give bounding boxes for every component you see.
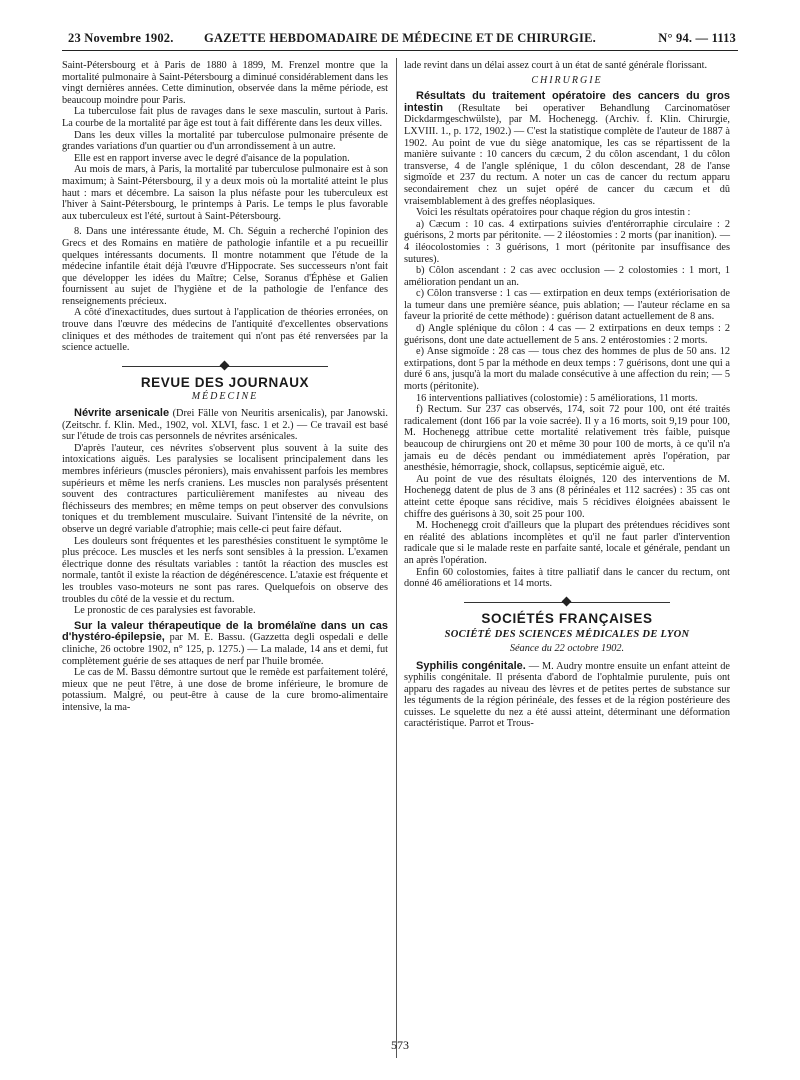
paragraph: A côté d'inexactitudes, dues surtout à l'application de théories erronées, on trouve dans l'œuvre des médecins de l'antiquité d'excellentes observations cliniques et des méthodes de traitement qui n'ont pas été renversées par la science actuelle.: [62, 307, 388, 354]
article-title: Sur la valeur thérapeutique de la bromélaïne dans un cas d'hystéro-épilepsie,: [62, 619, 388, 644]
issue-number: N° 94. — 1113: [658, 31, 736, 45]
article-intro: — M. Audry montre ensuite un enfant atteint de syphilis congénitale. Il présenta d'abord de l'ophtalmie purulente, puis ont apparu des ragades au niveau des lèvres et de petites pertes de substance sur les téguments de la région périnéale, des fesses et de la région postérieure des cuisses. Le squelette du nez a été aussi atteint, déterminant une déformation caractéristique. Parrot et Trous-: [404, 660, 731, 730]
paragraph: Dans les deux villes la mortalité par tuberculose pulmonaire présente de grandes variations d'un quartier ou d'un arrondissement à un autre.: [62, 129, 388, 153]
paragraph: Le cas de M. Bassu démontre surtout que le remède est parfaitement toléré, mieux que ne peut l'être, à une dose de brome inférieure, le bromure de potassium. Malgré, ou peut-être à cause de la cure bromo-alimentaire intensive, la ma-: [62, 667, 388, 713]
article-bromelaine: [62, 621, 388, 667]
paragraph: La tuberculose fait plus de ravages dans le sexe masculin, surtout à Paris. La courbe de la mortalité par âge est tout à fait différente dans les deux villes.: [62, 106, 388, 129]
article-title: Syphilis congénitale.: [416, 659, 526, 672]
paragraph: 8. Dans une intéressante étude, M. Ch. Séguin a recherché l'opinion des Grecs et des Romains en matière de pathologie infantile et a pu recueillir quelques intéressants documents. Il montre notamment que l'étude de la médecine infantile était déjà l'œuvre d'Hippocrate. Ses successeurs n'ont fait que développer les idées du Maître; Celse, Soranus d'Éphèse et Galien fournissent au sujet de l'hygiène et de la pathologie de l'enfance des renseignements précieux.: [62, 226, 388, 307]
article-cancer-intestin: [404, 91, 730, 207]
newspaper-page: [62, 28, 738, 1068]
article-neuritis: [62, 408, 388, 443]
paragraph: D'après l'auteur, ces névrites s'observent plus souvent à la suite des intoxications aiguës. Les paralysies se localisent principalement dans les membres inférieurs (muscles péroniers), mais envahissent parfois les membres supérieurs et même les nerfs craniens. Les muscles non paralysés présentent souvent des contractures particulièrement manifestes au niveau des fléchisseurs des membres; en même temps on peut observer des convulsions toniques et du tremblement musculaire. Suivant l'intensité de la névrite, on observe un degré variable d'atrophie; mais celle-ci peut faire défaut.: [62, 442, 388, 535]
paragraph: Enfin 60 colostomies, faites à titre palliatif dans le cancer du rectum, ont donné 46 améliorations et 14 morts.: [404, 566, 730, 590]
left-column: [62, 60, 388, 713]
paragraph: Voici les résultats opératoires pour chaque région du gros intestin :: [416, 207, 691, 219]
page-number: 573: [391, 1038, 409, 1052]
list-item: a) Cæcum : 10 cas. 4 extirpations suivies d'entérorraphie circulaire : 2 guérisons, 2 morts par péritonite. — 2 iléostomies : 2 morts (par inanition). — 4 iléocolostomies : 3 guérisons, 1 mort (péritonite par insuffisance des sutures).: [404, 218, 730, 265]
list-item: e) Anse sigmoïde : 28 cas — tous chez des hommes de plus de 50 ans. 12 extirpations, dont 5 par la méthode en deux temps : 7 guérisons, dont une qui a duré 6 ans, jusqu'à la mort du malade consécutive à une affection du rein; — 5 morts (péritonite).: [404, 346, 730, 393]
section-ornament: [404, 597, 730, 607]
section-heading-revue: REVUE DES JOURNAUX: [140, 374, 310, 390]
society-name: SOCIÉTÉ DES SCIENCES MÉDICALES DE LYON: [444, 629, 690, 641]
article-syphilis: [404, 661, 730, 731]
session-date: Séance du 22 octobre 1902.: [509, 642, 625, 654]
section-ornament: [62, 361, 388, 371]
list-item: f) Rectum. Sur 237 cas observés, 174, soit 72 pour 100, ont été traités radicalement (dont 166 par la voie sacrée). Il y a 16 morts, soit 9,19 pour 100, M. Hochenegg attribue cette mortalité relativement très faible, puisque beaucoup de chirurgiens ont 20 et même 30 pour 100 de morts, à ce qu'il n'a jamais eu de décès pendant ou immédiatement après l'opération, par anesthésie, hémorragie, shock, collapsus, septicémie aiguë, etc.: [404, 404, 730, 474]
list-item: d) Angle splénique du côlon : 4 cas — 2 extirpations en deux temps : 2 guérisons, dont une date actuellement de 5 ans. 2 entérostomies : 2 morts.: [404, 323, 730, 346]
paragraph: M. Hochenegg croit d'ailleurs que la plupart des prétendues récidives sont en réalité des ablations incomplètes et qu'il ne faut parler d'intervention radicale que si le malade reste en parfaite santé, locale et générale, pendant un an après l'opération.: [404, 520, 730, 566]
issue-date: 23 Novembre 1902.: [68, 31, 174, 45]
list-item: c) Côlon transverse : 1 cas — extirpation en deux temps (extériorisation de la tumeur dans une première séance, puis ablation; — l'auteur réclame en sa faveur la priorité de cette méthode) : guérison datant actuellement de 8 ans.: [404, 288, 730, 323]
section-heading-societes: SOCIÉTÉS FRANÇAISES: [481, 610, 653, 626]
list-item: b) Côlon ascendant : 2 cas avec occlusion — 2 colostomies : 1 mort, 1 amélioration pendant un an.: [404, 265, 730, 288]
paragraph: Saint-Pétersbourg et à Paris de 1880 à 1899, M. Frenzel montre que la mortalité pulmonaire à Saint-Pétersbourg a diminué considérablement dans les vingt dernières années. Cette diminution, observée dans la même période, est beaucoup moindre pour Paris.: [62, 60, 388, 106]
subsection-medecine: MÉDECINE: [191, 391, 259, 403]
paragraph: Le pronostic de ces paralysies est favorable.: [74, 605, 256, 617]
paragraph: Au mois de mars, à Paris, la mortalité par tuberculose pulmonaire est à son maximum; à Saint-Pétersbourg, il y a deux mois où la mortalité atteint le plus haut : mars et décembre. La saison la plus néfaste pour les tuberculeux est l'hiver à Saint-Pétersbourg, le printemps à Paris. Le temps le plus favorable aux tuberculeux est l'été, surtout à Saint-Pétersbourg.: [62, 164, 388, 222]
paragraph: Les douleurs sont fréquentes et les paresthésies constituent le symptôme le plus précoce. Les muscles et les nerfs sont sensibles à la pression. L'examen électrique donne des résultats variables : tantôt la réaction des muscles est normale, tantôt il existe la réaction de dégénérescence. L'ataxie est fréquente et les troubles vaso-moteurs ne sont pas rares. Quelquefois on observe des troubles du côté de la vessie et du rectum.: [62, 535, 388, 605]
column-divider: [396, 58, 397, 1058]
article-intro: par M. E. Bassu. (Gazzetta degli ospedali e delle cliniche, 26 octobre 1902, n° 125, p. 1275.) — La malade, 14 ans et demi, fut complètement guérie de ses attaques de nerf par l'huile bromée.: [62, 632, 388, 667]
journal-title: GAZETTE HEBDOMADAIRE DE MÉDECINE ET DE CHIRURGIE.: [204, 31, 596, 45]
running-header: [62, 28, 738, 51]
subsection-chirurgie: CHIRURGIE: [531, 74, 603, 86]
paragraph: lade revint dans un délai assez court à un état de santé générale florissant.: [404, 60, 708, 71]
article-title: Résultats du traitement opératoire des cancers du gros intestin: [404, 90, 730, 114]
article-intro: (Drei Fälle von Neuritis arsenicalis), par Janowski. (Zeitschr. f. Klin. Med., 1902, vol. XLVI, fasc. 1 et 2.) — Ce travail est basé sur l'étude de trois cas personnels de névrites arsénicales.: [62, 408, 388, 443]
article-intro: (Resultate bei operativer Behandlung Carcinomatöser Dickdarmgeschwülste), par M. Hochenegg. (Archiv. f. Klin. Chirurgie, LXVIII. 1., p. 172, 1902.) — C'est la statistique complète de l'auteur de 1887 à 1902. Au point de vue du siège anatomique, les cas se répartissent de la manière suivante : 10 cancers du cæcum, 2 du côlon ascendant, 1 du côlon transverse, 4 de l'angle splénique, 1 du côlon descendant, 28 de l'anse sigmoïde et 237 du rectum. A noter un cas de cancer du rectum apparu secondairement chez un sujet opéré de cancer du cæcum et dû vraisemblablement à des greffes néoplasiques.: [404, 102, 730, 207]
right-column: [404, 60, 730, 730]
paragraph: Elle est en rapport inverse avec le degré d'aisance de la population.: [74, 152, 350, 164]
list-item: 16 interventions palliatives (colostomie) : 5 améliorations, 11 morts.: [416, 392, 698, 404]
article-title: Névrite arsenicale: [74, 407, 170, 420]
paragraph: Au point de vue des résultats éloignés, 120 des interventions de M. Hochenegg datent de plus de 3 ans (8 périnéales et 112 sacrées) : 35 cas ont atteint cette époque sans récidive, mais 5 récidives éloignées abaissent le chiffre des guérisons à 30, soit 25 pour 100.: [404, 473, 730, 520]
